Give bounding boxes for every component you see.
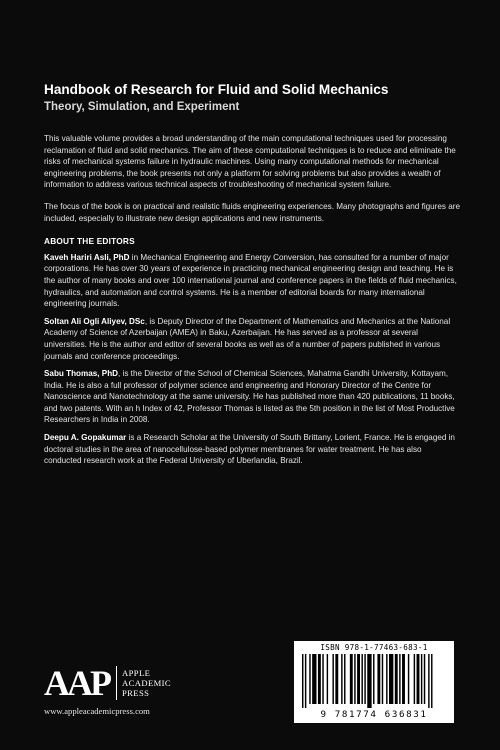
barcode-bar	[350, 654, 353, 704]
barcode-bar	[408, 654, 409, 704]
editor-name: Sabu Thomas, PhD	[44, 369, 119, 379]
barcode-bar	[309, 654, 310, 704]
barcode-bar	[395, 654, 398, 704]
publisher-name-line: PRESS	[122, 688, 150, 698]
barcode-bar	[361, 654, 362, 704]
barcode-bar	[431, 654, 432, 708]
description-paragraph: This valuable volume provides a broad understanding of the main computational techniques used for processing reclamation of fluid and solid mechanics. The aim of these computational techniques is to reduce and eliminate the risks of mechanical systems failure in hydraulic machines. Using many computational methods for mechanical engineering problems, the book presents not only a platform for solving problems but also provides a wealth of information to address various technical aspects of troubleshooting of mechanical system failure.	[44, 134, 456, 190]
barcode-bar	[318, 654, 321, 704]
editor-bio	[44, 368, 460, 426]
barcode-bar	[399, 654, 400, 704]
barcode-digits: 9 781774 636831	[320, 709, 428, 720]
barcode-bar	[377, 654, 380, 704]
editor-bio	[44, 252, 460, 310]
book-subtitle: Theory, Simulation, and Experiment	[44, 101, 240, 113]
barcode-bar	[428, 654, 429, 708]
editor-bio	[44, 316, 460, 362]
editor-bio-text: in Mechanical Engineering and Energy Conversion, has consulted for a number of major corporations. He has over 30 years of experience in practicing mechanical engineering design and teaching. He is the author of many books and over 100 international journal and conference papers in the fields of fluid mechanics, hydraulics, and automation and control systems. He is a member of editorial boards for many international engineering journals.	[44, 252, 457, 309]
editors-heading: ABOUT THE EDITORS	[44, 236, 135, 247]
barcode-bar	[421, 654, 422, 704]
publisher-logo	[44, 663, 204, 703]
barcode-bar	[327, 654, 328, 704]
barcode-bar	[357, 654, 360, 704]
barcode-bar	[312, 654, 316, 704]
barcode-bar	[417, 654, 420, 704]
barcode-bar	[414, 654, 415, 704]
editor-name: Deepu A. Gopakumar	[44, 433, 127, 443]
barcode-bar	[335, 654, 338, 704]
barcode-block	[294, 641, 454, 723]
barcode-bar	[305, 654, 306, 708]
barcode-bar	[341, 654, 342, 704]
publisher-name-line: ACADEMIC	[122, 678, 172, 688]
barcode-bar	[424, 654, 425, 704]
barcode-bar	[402, 654, 405, 704]
description-paragraph: The focus of the book is on practical and realistic fluids engineering experiences. Many photographs and figures are included, especially to illustrate new design applications and new instruments.	[44, 201, 460, 223]
editor-bio	[44, 432, 460, 467]
publisher-name-line: APPLE	[122, 668, 151, 678]
editor-name: Kaveh Hariri Asli, PhD	[44, 252, 130, 262]
editor-bio-text: , is the Director of the School of Chemical Sciences, Mahatma Gandhi University, Kottayam, India. He is also a full professor of polymer science and engineering and Honorary Director of the Centre for Nanoscience and Nanotechnology at the same university. He has published more than 420 publications, 11 books, and two patents. With an h Index of 42, Professor Thomas is listed as the 5th position in the list of Most Productive Researchers in India in 2008.	[44, 369, 455, 425]
barcode-bar	[364, 654, 365, 704]
barcode-bar	[386, 654, 387, 704]
barcode-bar	[389, 654, 393, 704]
publisher-website[interactable]: www.appleacademicpress.com	[44, 706, 150, 716]
barcode-bar	[367, 654, 371, 708]
barcode-bar	[302, 654, 303, 708]
isbn-label: ISBN 978-1-77463-683-1	[320, 643, 428, 652]
barcode-bar	[332, 654, 333, 704]
logo-divider	[116, 666, 117, 700]
aap-logo-icon: AAP	[44, 663, 109, 703]
cover-text	[44, 133, 460, 473]
barcode-bar	[354, 654, 355, 704]
barcode-bar	[344, 654, 345, 704]
barcode-icon	[300, 654, 448, 708]
barcode-bar	[382, 654, 383, 704]
editor-bio-text: , is Deputy Director of the Department of Mathematics and Mechanics at the National Academy of Science of Azerbaijan (AMEA) in Baku, Azerbaijan. He has served as a professor at several universities. He is the author and editor of several books as well as of a number of papers published in various journals and conference proceedings.	[44, 316, 451, 361]
publisher-name	[122, 668, 171, 698]
editor-name: Soltan Ali Ogli Aliyev, DSc	[44, 316, 145, 326]
barcode-bar	[322, 654, 323, 704]
book-title: Handbook of Research for Fluid and Solid Mechanics	[44, 82, 389, 97]
editor-bio-text: is a Research Scholar at the University of South Brittany, Lorient, France. He is engaged in doctoral studies in the area of nanocellulose-based polymer membranes for water treatment. He has also conducted research work at the Federal University of Uberlandia, Brazil.	[44, 433, 455, 466]
barcode-bar	[373, 654, 374, 704]
